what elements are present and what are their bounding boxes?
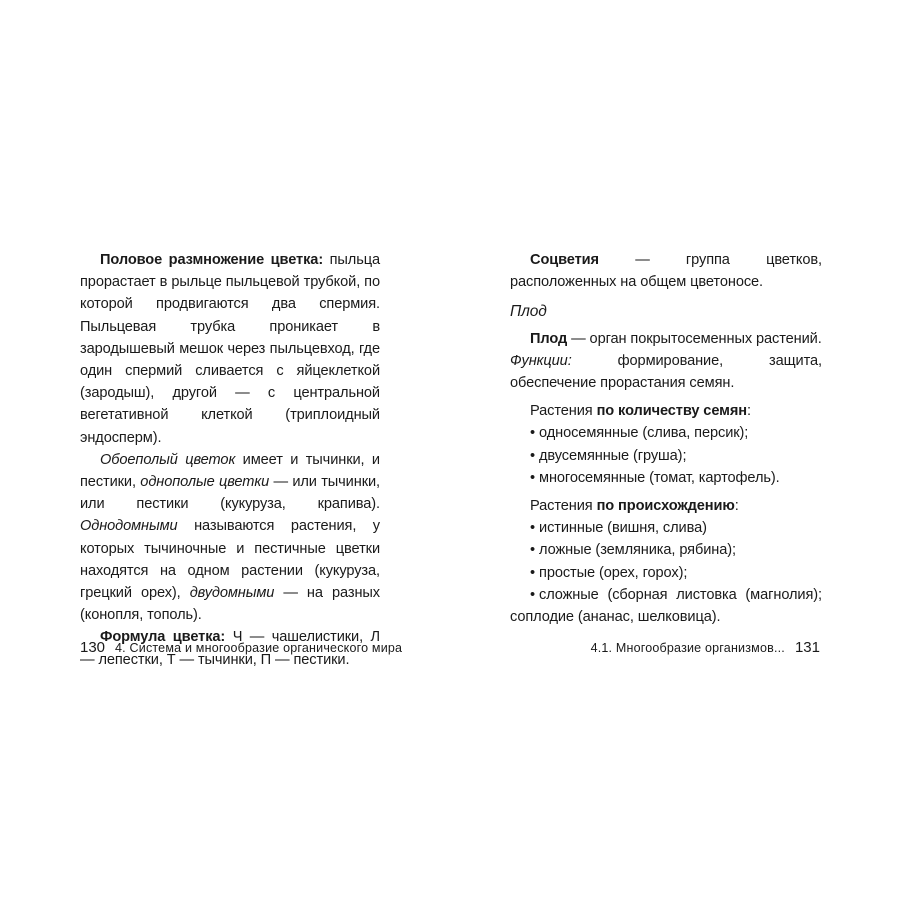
list-item bbox=[510, 539, 822, 561]
page-number: 131 bbox=[794, 639, 820, 656]
list-item bbox=[510, 467, 822, 489]
bullet-icon: • bbox=[530, 469, 536, 486]
list-item-text: простые (орех, горох); bbox=[539, 564, 688, 581]
functions-text: формирование, защита, обеспечение прорастания семян. bbox=[510, 352, 822, 392]
dioecious-term: двудомными bbox=[189, 585, 275, 602]
left-page-text bbox=[80, 249, 380, 671]
monoecious-term: Однодомными bbox=[80, 518, 178, 535]
origin-list bbox=[510, 517, 822, 628]
origin-term: по происхождению bbox=[596, 498, 735, 515]
list-item bbox=[510, 445, 822, 467]
bullet-icon: • bbox=[530, 586, 536, 603]
flower-types-text-2: — или тычинки, или пестики (кукуруза, крапива). bbox=[80, 474, 380, 513]
page-number: 130 bbox=[80, 639, 106, 656]
seed-count-suffix: : bbox=[746, 403, 751, 420]
list-item-text: двусемянные (груша); bbox=[539, 447, 687, 464]
seed-count-heading bbox=[510, 400, 822, 422]
unisexual-flowers-term: однополые цветки bbox=[140, 474, 270, 491]
bullet-icon: • bbox=[530, 520, 536, 537]
bisexual-flower-term: Обоеполый цветок bbox=[100, 451, 236, 468]
flower-types-paragraph bbox=[80, 449, 380, 627]
left-page-footer bbox=[80, 637, 402, 659]
seed-count-prefix: Растения bbox=[530, 403, 597, 420]
flower-formula-text: Ч — чашелистики, Л — лепестки, Т — тычинки, П — пестики. bbox=[80, 629, 380, 668]
fruit-definition-text: — орган покрытосеменных растений. bbox=[567, 330, 822, 347]
bullet-icon: • bbox=[530, 425, 536, 442]
sexual-reproduction-term: Половое размножение цветка: bbox=[100, 252, 324, 268]
fruit-term: Плод bbox=[530, 330, 568, 347]
sexual-reproduction-text: пыльца прорастает в рыльце пыльцевой трубкой, по которой продвигаются два спермия. Пыльцевая трубка проникает в зародышевый мешок через пыльцевход, где один спермий сливается с яйцеклеткой (зародыш), другой — с центральной вегетативной клеткой (триплоидный эндосперм). bbox=[80, 252, 380, 446]
seed-count-list bbox=[510, 422, 822, 489]
right-page bbox=[450, 0, 900, 900]
bullet-icon: • bbox=[530, 447, 536, 464]
right-page-text bbox=[510, 249, 822, 628]
inflorescence-text: — группа цветков, расположенных на общем цветоносе. bbox=[510, 252, 822, 291]
list-item bbox=[510, 584, 822, 628]
flower-types-text-3: называются растения, у которых тычиночные и пестичные цветки находятся на одном растении (кукуруза, грецкий орех), bbox=[80, 518, 380, 602]
inflorescence-paragraph bbox=[510, 249, 822, 293]
right-page-footer bbox=[591, 637, 820, 659]
flower-formula-term: Формула цветка: bbox=[100, 629, 226, 646]
flower-types-text-4: — на разных (конопля, тополь). bbox=[80, 585, 380, 624]
origin-prefix: Растения bbox=[530, 498, 597, 515]
list-item bbox=[510, 517, 822, 539]
seed-count-term: по количеству семян bbox=[596, 403, 747, 420]
list-item-text: истинные (вишня, слива) bbox=[539, 520, 707, 537]
running-title: 4. Система и многообразие органического мира bbox=[115, 641, 403, 655]
list-item-text: односемянные (слива, персик); bbox=[539, 425, 749, 442]
list-item-text: сложные (сборная листовка (магнолия); соплодие (ананас, шелковица). bbox=[510, 586, 822, 626]
flower-types-text-1: имеет и тычинки, и пестики, bbox=[80, 451, 380, 491]
running-title: 4.1. Многообразие организмов... bbox=[590, 641, 785, 655]
fruit-definition-paragraph bbox=[510, 328, 822, 350]
functions-label: Функции: bbox=[510, 352, 572, 369]
list-item-text: многосемянные (томат, картофель). bbox=[539, 469, 780, 486]
list-item bbox=[510, 422, 822, 444]
origin-heading bbox=[510, 495, 822, 517]
section-heading-fruit: Плод bbox=[510, 303, 547, 321]
bullet-icon: • bbox=[530, 542, 536, 559]
sexual-reproduction-paragraph bbox=[80, 249, 380, 449]
fruit-functions-paragraph bbox=[510, 350, 822, 394]
list-item bbox=[510, 562, 822, 584]
list-item-text: ложные (земляника, рябина); bbox=[539, 542, 736, 559]
origin-suffix: : bbox=[734, 498, 739, 515]
bullet-icon: • bbox=[530, 564, 536, 581]
inflorescence-term: Соцветия bbox=[530, 252, 599, 268]
